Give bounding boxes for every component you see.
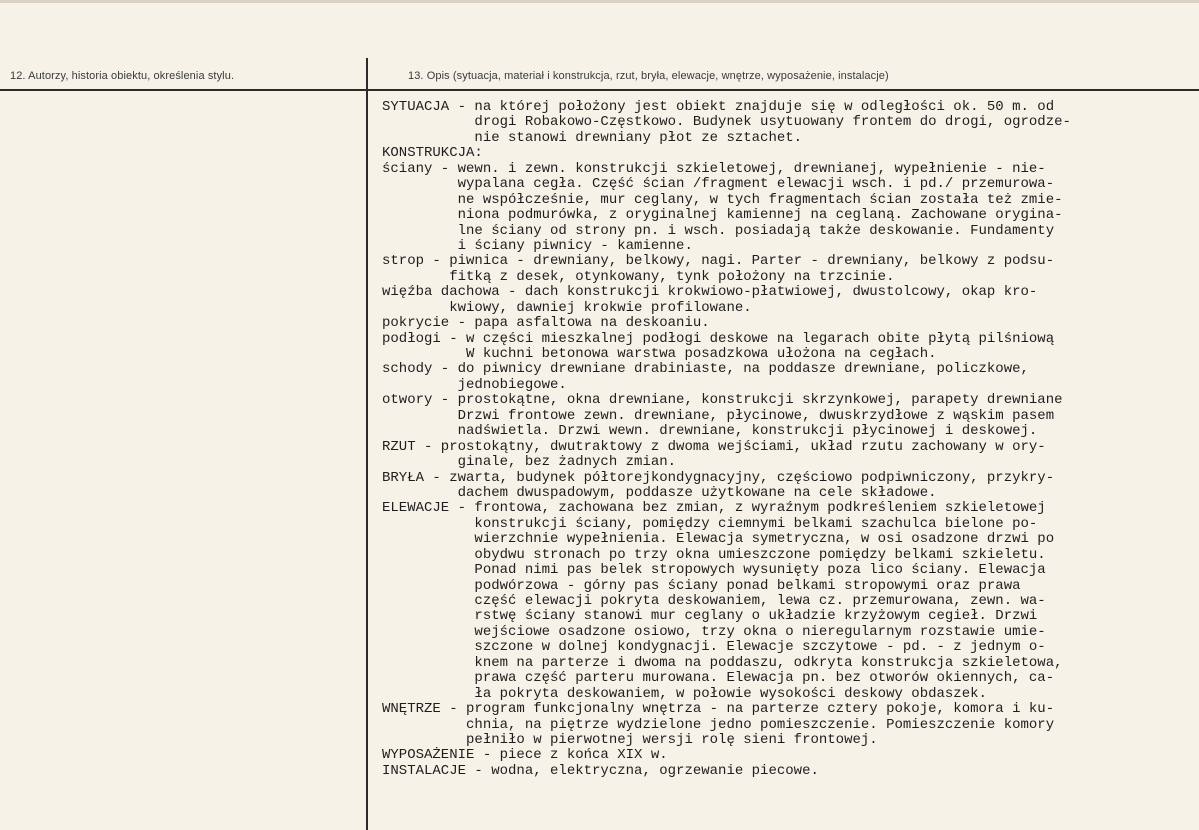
text-line: obydwu stronach po trzy okna umieszczone pomiędzy belkami szkieletu. bbox=[382, 546, 1046, 563]
text-line: i ściany piwnicy - kamienne. bbox=[382, 237, 693, 254]
text-line: nadświetla. Drzwi wewn. drewniane, konstrukcji płycinowej i deskowej. bbox=[382, 423, 1038, 440]
text-line: dachem dwuspadowym, poddasze użytkowane na cele składowe. bbox=[382, 484, 937, 501]
description-text bbox=[382, 100, 1197, 779]
text-line: konstrukcji ściany, pomiędzy ciemnymi belkami szachulca bielone po- bbox=[382, 515, 1038, 532]
section-13-label: 13. Opis (sytuacja, materiał i konstrukcja, rzut, bryła, elewacje, wnętrze, wyposażenie, instalacje) bbox=[408, 70, 889, 82]
text-line: INSTALACJE - wodna, elektryczna, ogrzewanie piecowe. bbox=[382, 762, 819, 779]
text-line: knem na parterze i dwoma na poddaszu, odkryta konstrukcja szkieletowa, bbox=[382, 654, 1063, 671]
text-line: lne ściany od strony pn. i wsch. posiadają także deskowanie. Fundamenty bbox=[382, 222, 1055, 239]
text-line: WNĘTRZE - program funkcjonalny wnętrza - na parterze cztery pokoje, komora i ku- bbox=[382, 701, 1055, 718]
text-line: część elewacji pokryta deskowaniem, lewa cz. przemurowana, zewn. wa- bbox=[382, 593, 1046, 609]
text-line: pełniło w pierwotnej wersji rolę sieni frontowej. bbox=[382, 731, 878, 748]
text-line: podłogi - w części mieszkalnej podłogi deskowe na legarach obite płytą pilśniową bbox=[382, 330, 1055, 347]
text-line: Ponad nimi pas belek stropowych wysunięty poza lico ściany. Elewacja bbox=[382, 562, 1046, 579]
text-line: podwórzowa - górny pas ściany ponad belkami stropowymi oraz prawa bbox=[382, 577, 1021, 594]
text-line: wierzchnie wypełnienia. Elewacja symetryczna, w osi osadzone drzwi po bbox=[382, 531, 1055, 548]
text-line: nie stanowi drewniany płot ze sztachet. bbox=[382, 129, 803, 146]
top-border bbox=[0, 0, 1199, 3]
text-line: W kuchni betonowa warstwa posadzkowa ułożona na cegłach. bbox=[382, 346, 937, 362]
text-line: fitką z desek, otynkowany, tynk położony na trzcinie. bbox=[382, 268, 895, 285]
text-line: prawa część parteru murowana. Elewacja pn. bez otworów okiennych, ca- bbox=[382, 670, 1055, 687]
text-line: RZUT - prostokątny, dwutraktowy z dwoma wejściami, układ rzutu zachowany w ory- bbox=[382, 438, 1046, 455]
column-divider bbox=[366, 58, 368, 830]
text-line: wejściowe osadzone osiowo, trzy okna o nieregularnym rozstawie umie- bbox=[382, 623, 1046, 640]
text-line: drogi Robakowo-Częstkowo. Budynek usytuowany frontem do drogi, ogrodze- bbox=[382, 114, 1071, 131]
text-line: otwory - prostokątne, okna drewniane, konstrukcji skrzynkowej, parapety drewniane bbox=[382, 392, 1063, 409]
text-line: wypalana cegła. Część ścian /fragment elewacji wsch. i pd./ przemurowa- bbox=[382, 176, 1055, 193]
text-line: jednobiegowe. bbox=[382, 376, 567, 393]
header-rule bbox=[0, 89, 1199, 91]
text-line: Drzwi frontowe zewn. drewniane, płycinowe, dwuskrzydłowe z wąskim pasem bbox=[382, 407, 1055, 424]
text-line: ściany - wewn. i zewn. konstrukcji szkieletowej, drewnianej, wypełnienie - nie- bbox=[382, 160, 1046, 177]
text-line: schody - do piwnicy drewniane drabiniaste, na poddasze drewniane, policzkowe, bbox=[382, 361, 1029, 378]
text-line: rstwę ściany stanowi mur ceglany o układzie krzyżowym cegieł. Drzwi bbox=[382, 608, 1038, 625]
text-line: ne współcześnie, mur ceglany, w tych fragmentach ścian została też zmie- bbox=[382, 191, 1063, 208]
text-line: BRYŁA - zwarta, budynek półtorejkondygnacyjny, częściowo podpiwniczony, przykry- bbox=[382, 469, 1055, 486]
text-line: kwiowy, dawniej krokwie profilowane. bbox=[382, 299, 752, 316]
text-line: niona podmurówka, z oryginalnej kamiennej na ceglaną. Zachowane orygina- bbox=[382, 207, 1063, 224]
text-line: szczone w dolnej kondygnacji. Elewacje szczytowe - pd. - z jednym o- bbox=[382, 639, 1046, 656]
text-line: strop - piwnica - drewniany, belkowy, nagi. Parter - drewniany, belkowy z podsu- bbox=[382, 253, 1055, 270]
text-line: WYPOSAŻENIE - piece z końca XIX w. bbox=[382, 747, 668, 764]
section-12-label: 12. Autorzy, historia obiektu, określenia stylu. bbox=[10, 70, 235, 82]
text-line: ginale, bez żadnych zmian. bbox=[382, 454, 677, 471]
text-line: SYTUACJA - na której położony jest obiekt znajduje się w odległości ok. 50 m. od bbox=[382, 99, 1055, 115]
text-line: ła pokryta deskowaniem, w połowie wysokości deskowy obdaszek. bbox=[382, 685, 987, 702]
text-line: pokrycie - papa asfaltowa na deskoaniu. bbox=[382, 315, 710, 332]
text-line: więźba dachowa - dach konstrukcji krokwiowo-płatwiowej, dwustolcowy, okap kro- bbox=[382, 284, 1038, 301]
text-line: ELEWACJE - frontowa, zachowana bez zmian, z wyraźnym podkreśleniem szkieletowej bbox=[382, 500, 1046, 517]
text-line: chnia, na piętrze wydzielone jedno pomieszczenie. Pomieszczenie komory bbox=[382, 716, 1055, 733]
text-line: KONSTRUKCJA: bbox=[382, 145, 483, 162]
